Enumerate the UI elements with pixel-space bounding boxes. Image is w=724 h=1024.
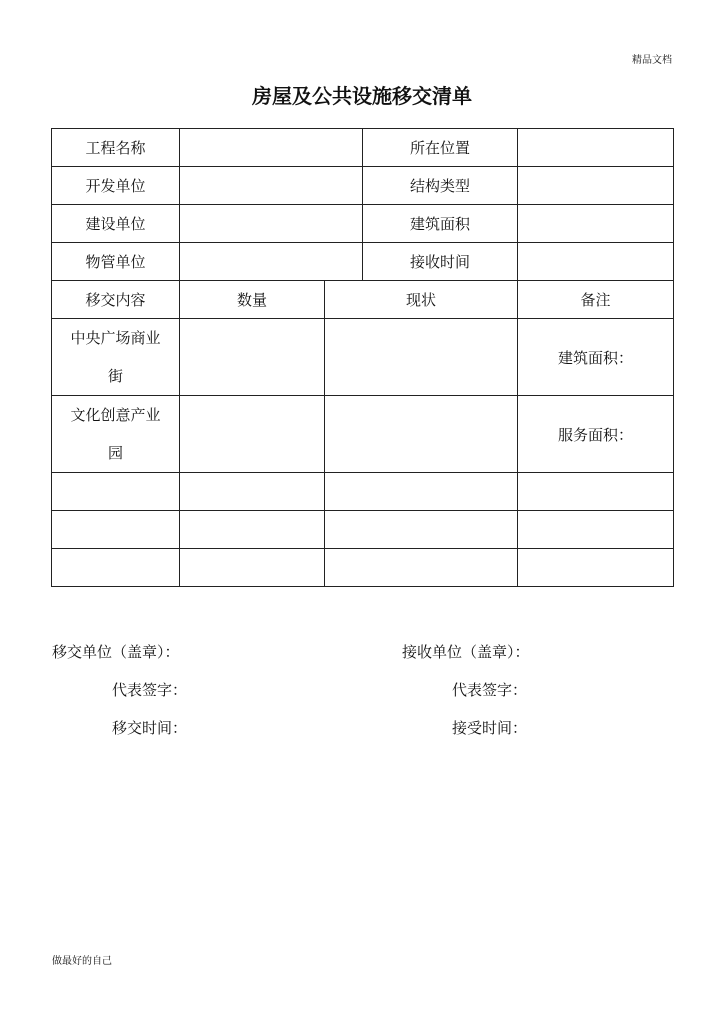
info-value-field[interactable] xyxy=(180,205,363,243)
rep-signature-left-label: 代表签字： xyxy=(112,681,188,699)
transfer-unit-label: 移交单位（盖章）： xyxy=(52,643,180,661)
item-row xyxy=(52,319,674,396)
info-row xyxy=(52,129,674,167)
item-remarks: 服务面积： xyxy=(518,396,674,473)
item-status-field[interactable] xyxy=(325,319,518,396)
handover-table xyxy=(51,128,674,587)
info-label: 结构类型 xyxy=(363,167,518,205)
transfer-time-label: 移交时间： xyxy=(112,719,188,737)
info-label: 物管单位 xyxy=(52,243,180,281)
item-quantity-field[interactable] xyxy=(180,319,325,396)
empty-row xyxy=(52,473,674,511)
info-label: 建筑面积 xyxy=(363,205,518,243)
header-tag: 精品文档 xyxy=(632,55,672,66)
item-name xyxy=(52,319,180,396)
empty-row xyxy=(52,549,674,587)
info-row xyxy=(52,205,674,243)
item-name-line2: 园 xyxy=(107,444,123,462)
info-label: 工程名称 xyxy=(52,129,180,167)
empty-cell[interactable] xyxy=(52,473,180,511)
empty-cell[interactable] xyxy=(325,511,518,549)
header-remarks: 备注 xyxy=(518,281,674,319)
empty-cell[interactable] xyxy=(180,549,325,587)
info-label: 所在位置 xyxy=(363,129,518,167)
header-status: 现状 xyxy=(325,281,518,319)
empty-cell[interactable] xyxy=(325,473,518,511)
item-remarks: 建筑面积： xyxy=(518,319,674,396)
item-status-field[interactable] xyxy=(325,396,518,473)
item-name-line1: 中央广场商业 xyxy=(70,329,161,347)
header-content: 移交内容 xyxy=(52,281,180,319)
info-value-field[interactable] xyxy=(518,205,674,243)
info-value-field[interactable] xyxy=(180,243,363,281)
empty-cell[interactable] xyxy=(180,511,325,549)
info-label: 接收时间 xyxy=(363,243,518,281)
info-label: 建设单位 xyxy=(52,205,180,243)
empty-cell[interactable] xyxy=(52,511,180,549)
page-title: 房屋及公共设施移交清单 xyxy=(252,84,472,108)
empty-cell[interactable] xyxy=(52,549,180,587)
info-row xyxy=(52,167,674,205)
empty-cell[interactable] xyxy=(325,549,518,587)
empty-row xyxy=(52,511,674,549)
footer-text: 做最好的自己 xyxy=(52,956,112,967)
empty-cell[interactable] xyxy=(518,473,674,511)
receive-time-label: 接受时间： xyxy=(452,719,528,737)
item-name-line2: 街 xyxy=(107,367,123,385)
info-value-field[interactable] xyxy=(518,167,674,205)
info-value-field[interactable] xyxy=(518,129,674,167)
empty-cell[interactable] xyxy=(180,473,325,511)
info-label: 开发单位 xyxy=(52,167,180,205)
items-header-row xyxy=(52,281,674,319)
receive-unit-label: 接收单位（盖章）： xyxy=(402,643,530,661)
item-name-line1: 文化创意产业 xyxy=(70,406,161,424)
item-row xyxy=(52,396,674,473)
item-quantity-field[interactable] xyxy=(180,396,325,473)
info-value-field[interactable] xyxy=(180,129,363,167)
info-value-field[interactable] xyxy=(518,243,674,281)
rep-signature-right-label: 代表签字： xyxy=(452,681,528,699)
empty-cell[interactable] xyxy=(518,511,674,549)
header-quantity: 数量 xyxy=(180,281,325,319)
item-name xyxy=(52,396,180,473)
info-value-field[interactable] xyxy=(180,167,363,205)
info-row xyxy=(52,243,674,281)
empty-cell[interactable] xyxy=(518,549,674,587)
